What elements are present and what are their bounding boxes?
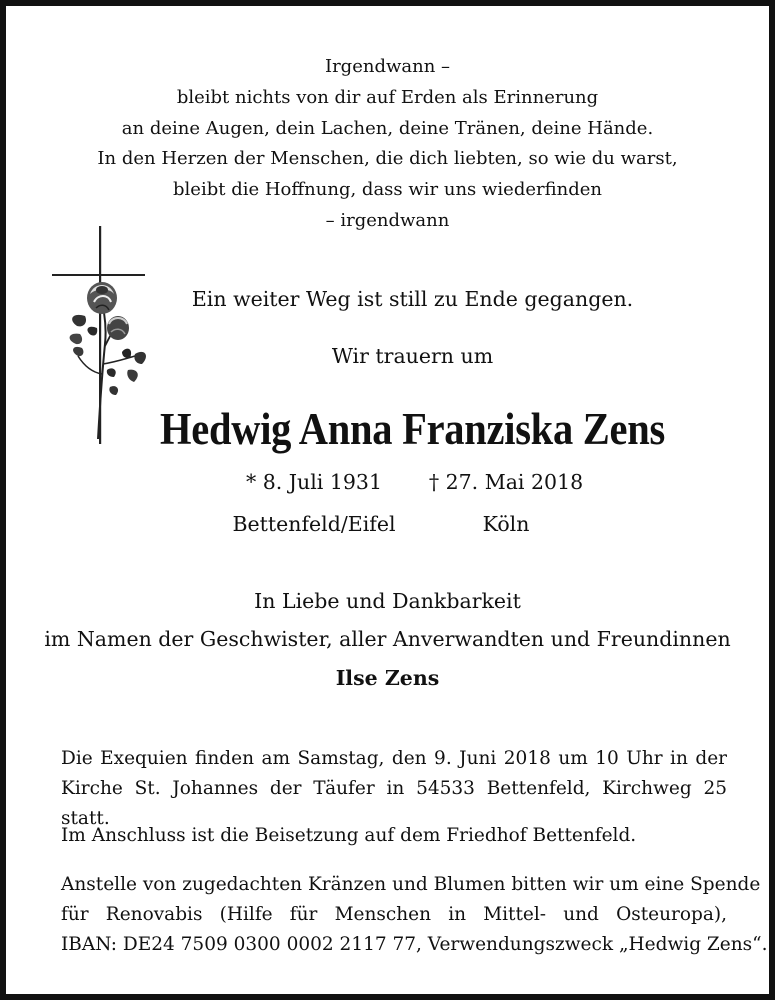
death-date: † 27. Mai 2018	[428, 470, 584, 494]
exequien-paragraph: Die Exequien finden am Samstag, den 9. Juni 2018 um 10 Uhr in der Kirche St. Johannes der Täufer in 54533 Bettenfeld, Kirchweg 25 statt.	[61, 748, 727, 829]
closing-line-2: im Namen der Geschwister, aller Anverwandten und Freundinnen	[44, 627, 731, 651]
donation-paragraph	[61, 870, 768, 960]
poem-line: Irgendwann –	[324, 56, 451, 77]
poem-line: an deine Augen, dein Lachen, deine Tränen, deine Hände.	[121, 117, 654, 139]
poem-line: bleibt nichts von dir auf Erden als Erinnerung	[176, 86, 599, 108]
signer-name: Ilse Zens	[335, 666, 440, 690]
deceased-name: Hedwig Anna Franziska Zens	[160, 404, 665, 454]
closing-line-1: In Liebe und Dankbarkeit	[254, 589, 521, 613]
birth-date: * 8. Juli 1931	[245, 470, 383, 494]
mourning-text: Wir trauern um	[331, 344, 494, 368]
donation-line: für Renovabis (Hilfe für Menschen in Mittel- und Osteuropa),	[61, 904, 727, 925]
poem	[6, 52, 769, 237]
poem-line: bleibt die Hoffnung, dass wir uns wiederfinden	[173, 179, 602, 201]
burial-paragraph: Im Anschluss ist die Beisetzung auf dem Friedhof Bettenfeld.	[61, 825, 637, 846]
donation-line: Anstelle von zugedachten Kränzen und Blumen bitten wir um eine Spende	[61, 874, 761, 895]
birth-place: Bettenfeld/Eifel	[232, 512, 396, 536]
donation-line: IBAN: DE24 7509 0300 0002 2117 77, Verwendungszweck „Hedwig Zens“.	[61, 934, 768, 955]
poem-line: – irgendwann	[325, 209, 450, 231]
intro-text: Ein weiter Weg ist still zu Ende gegangen.	[191, 287, 634, 311]
death-place: Köln	[482, 512, 530, 536]
poem-line: In den Herzen der Menschen, die dich liebten, so wie du warst,	[97, 148, 678, 170]
